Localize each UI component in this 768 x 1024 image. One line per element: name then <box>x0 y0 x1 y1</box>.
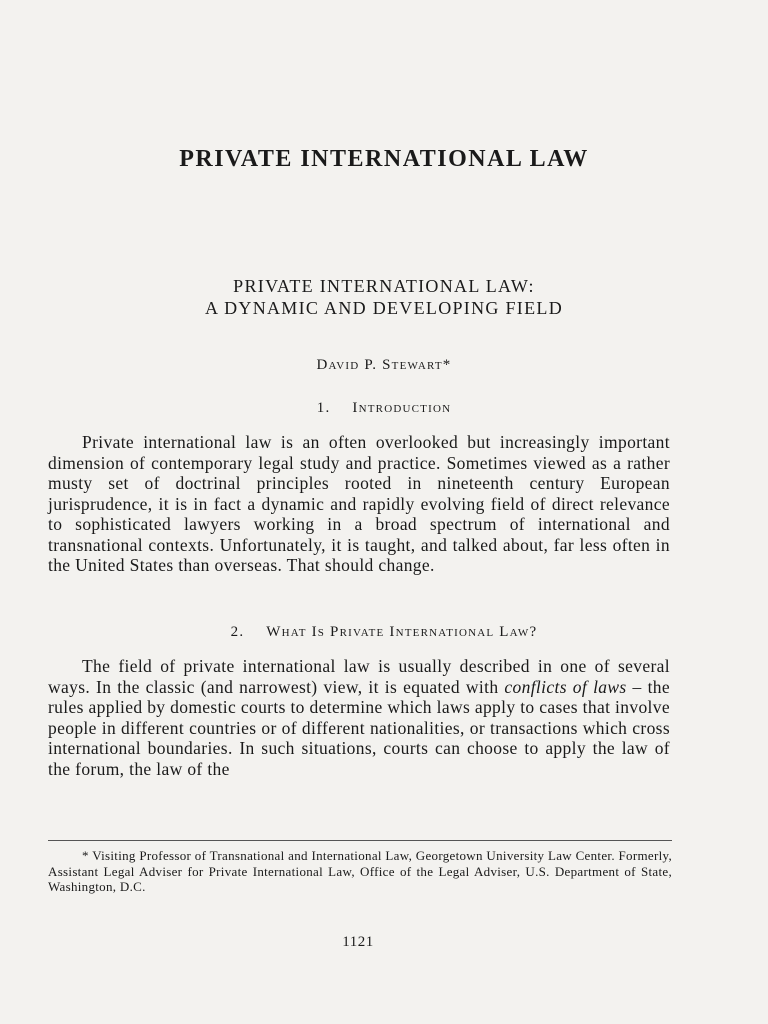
article-title-line-2: A DYNAMIC AND DEVELOPING FIELD <box>205 298 563 318</box>
section-title: What Is Private International Law? <box>266 624 538 640</box>
section-heading-introduction <box>0 400 768 417</box>
page-number: 1121 <box>342 934 374 950</box>
footnote-divider <box>48 840 672 841</box>
italic-term: conflicts of laws <box>504 676 627 697</box>
author-name: David P. Stewart* <box>316 357 452 373</box>
section-heading-what-is <box>0 624 768 641</box>
article-title <box>0 275 768 319</box>
section-number: 1. <box>316 400 331 416</box>
body-paragraph-definition <box>48 656 670 779</box>
body-paragraph-introduction: Private international law is an often overlooked but increasingly important dimension of contemporary legal study and practice. Sometimes viewed as a rather musty set of doctrinal principles rooted in nineteenth century European jurisprudence, it is in fact a dynamic and rapidly evolving field of direct relevance to sophisticated lawyers working in a broad spectrum of international and transnational contexts. Unfortunately, it is taught, and talked about, far less often in the United States than overseas. That should change. <box>48 432 670 575</box>
footnote: * Visiting Professor of Transnational and International Law, Georgetown University Law Center. Formerly, Assistant Legal Adviser for Private International Law, Office of the Legal Adviser, U.S. Department of State, Washington, D.C. <box>48 848 672 894</box>
article-title-line-1: PRIVATE INTERNATIONAL LAW: <box>233 276 535 296</box>
paragraph-text: The field of private international law is usually described in one of several ways. In the classic (and narrowest) view, it is equated with <box>48 656 670 697</box>
paragraph-text: – the rules applied by domestic courts to determine which laws apply to cases that involve people in different countries or of different nationalities, or transactions which cross international boundaries. In such situations, courts can choose to apply the law of the forum, the law of the <box>48 676 671 779</box>
journal-title: PRIVATE INTERNATIONAL LAW <box>179 146 589 172</box>
section-title: Introduction <box>352 400 452 416</box>
section-number: 2. <box>230 624 245 640</box>
